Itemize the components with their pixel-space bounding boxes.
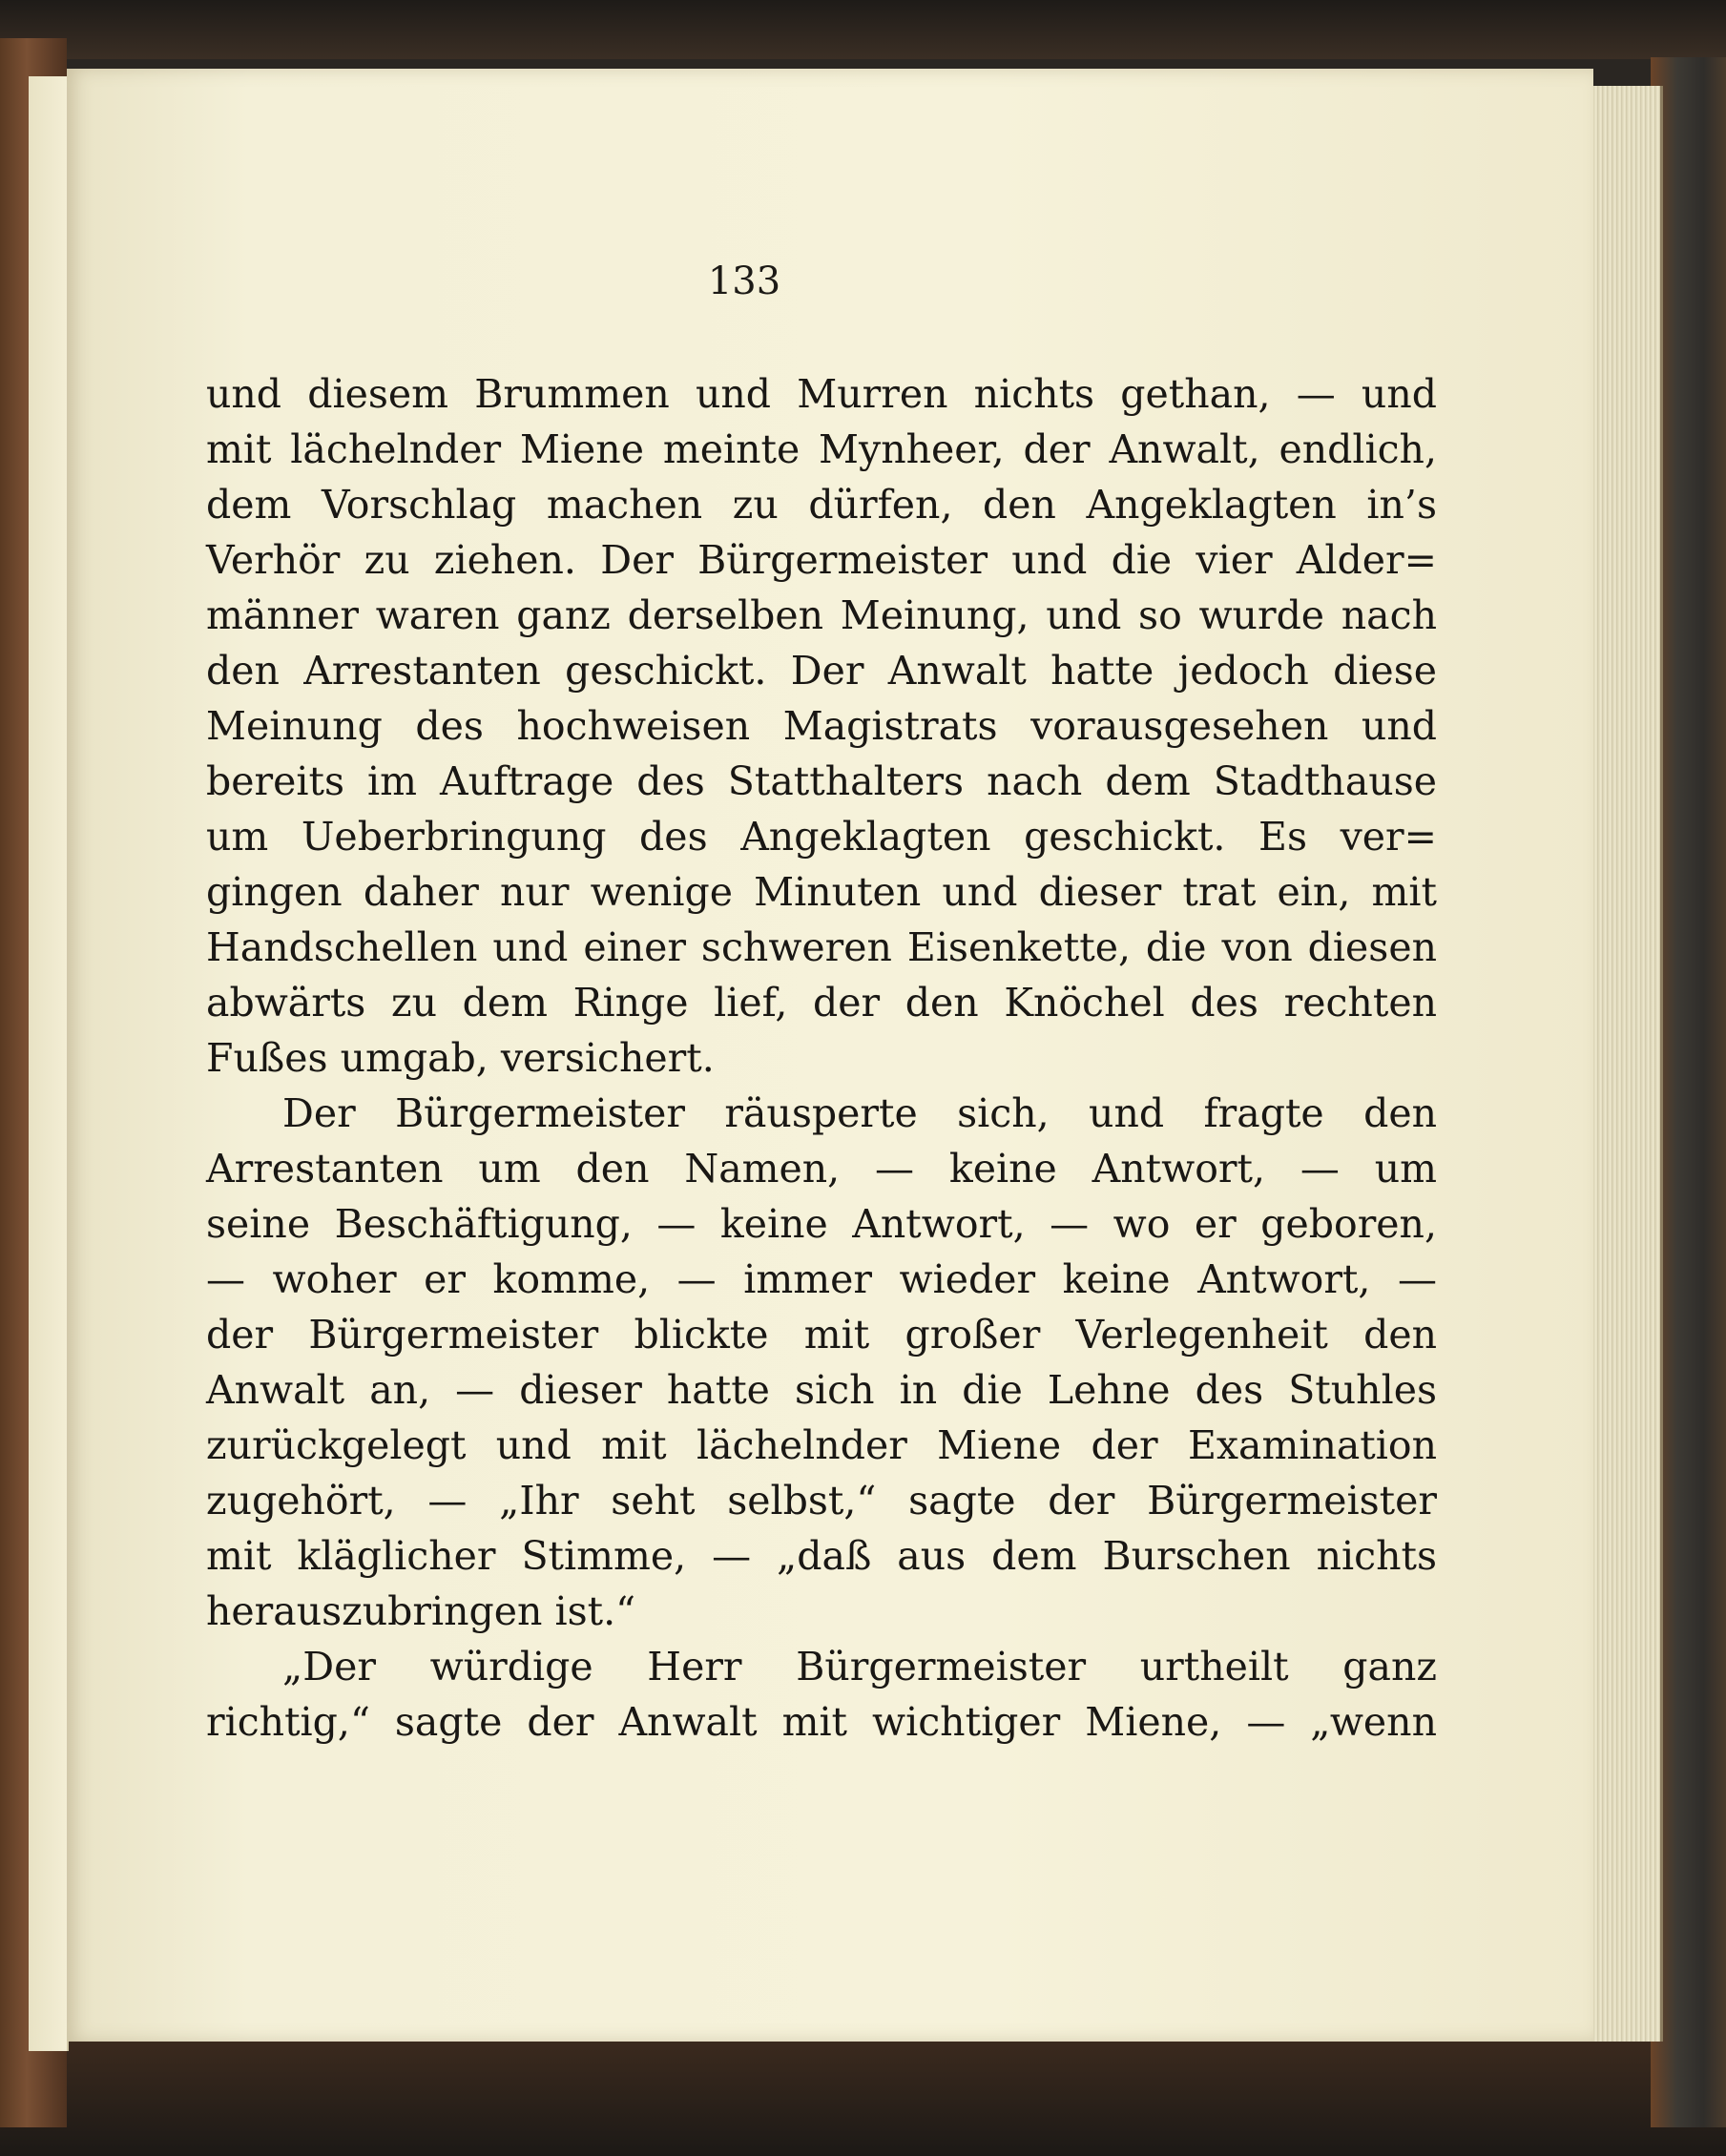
text-line: Anwalt an, — dieser hatte sich in die Lehne des Stuhles — [206, 1367, 1437, 1413]
text-line: — woher er komme, — immer wieder keine Antwort, — — [206, 1256, 1437, 1302]
text-line: Handschellen und einer schweren Eisenkette, die von diesen — [206, 924, 1437, 970]
page-number: 133 — [707, 259, 781, 303]
text-line: herauszubringen ist.“ — [206, 1588, 636, 1634]
text-line: und diesem Brummen und Murren nichts gethan, — und — [206, 371, 1437, 417]
page-edges — [1584, 86, 1663, 2042]
text-line: den Arrestanten geschickt. Der Anwalt hatte jedoch diese — [206, 648, 1437, 694]
book-cover-bottom — [0, 2042, 1726, 2156]
text-line: „Der würdige Herr Bürgermeister urtheilt ganz — [282, 1644, 1437, 1690]
text-line: mit lächelnder Miene meinte Mynheer, der Anwalt, endlich, — [206, 426, 1437, 472]
text-line: mit kläglicher Stimme, — „daß aus dem Burschen nichts — [206, 1533, 1437, 1579]
facing-page-edge — [29, 76, 69, 2051]
text-line: der Bürgermeister blickte mit großer Verlegenheit den — [206, 1312, 1437, 1358]
text-line: richtig,“ sagte der Anwalt mit wichtiger Miene, — „wenn — [206, 1699, 1437, 1745]
book-page — [67, 69, 1593, 2042]
text-line: Verhör zu ziehen. Der Bürgermeister und die vier Alder= — [206, 537, 1437, 583]
text-line: Fußes umgab, versichert. — [206, 1035, 715, 1081]
page-text — [206, 366, 1437, 1750]
text-line: bereits im Auftrage des Statthalters nach dem Stadthause — [206, 758, 1437, 804]
text-line: zurückgelegt und mit lächelnder Miene der Examination — [206, 1422, 1437, 1468]
text-line: Arrestanten um den Namen, — keine Antwort, — um — [206, 1146, 1437, 1192]
text-line: seine Beschäftigung, — keine Antwort, — wo er geboren, — [206, 1201, 1437, 1247]
book-cover-top — [0, 0, 1726, 59]
text-line: Der Bürgermeister räusperte sich, und fragte den — [282, 1090, 1437, 1136]
text-line: Meinung des hochweisen Magistrats vorausgesehen und — [206, 703, 1437, 749]
text-line: zugehört, — „Ihr seht selbst,“ sagte der Bürgermeister — [206, 1478, 1437, 1524]
text-line: männer waren ganz derselben Meinung, und so wurde nach — [206, 592, 1437, 638]
text-line: um Ueberbringung des Angeklagten geschickt. Es ver= — [206, 814, 1437, 860]
text-line: abwärts zu dem Ringe lief, der den Knöchel des rechten — [206, 980, 1437, 1026]
text-line: dem Vorschlag machen zu dürfen, den Angeklagten in’s — [206, 482, 1437, 528]
text-line: gingen daher nur wenige Minuten und dieser trat ein, mit — [206, 869, 1437, 915]
